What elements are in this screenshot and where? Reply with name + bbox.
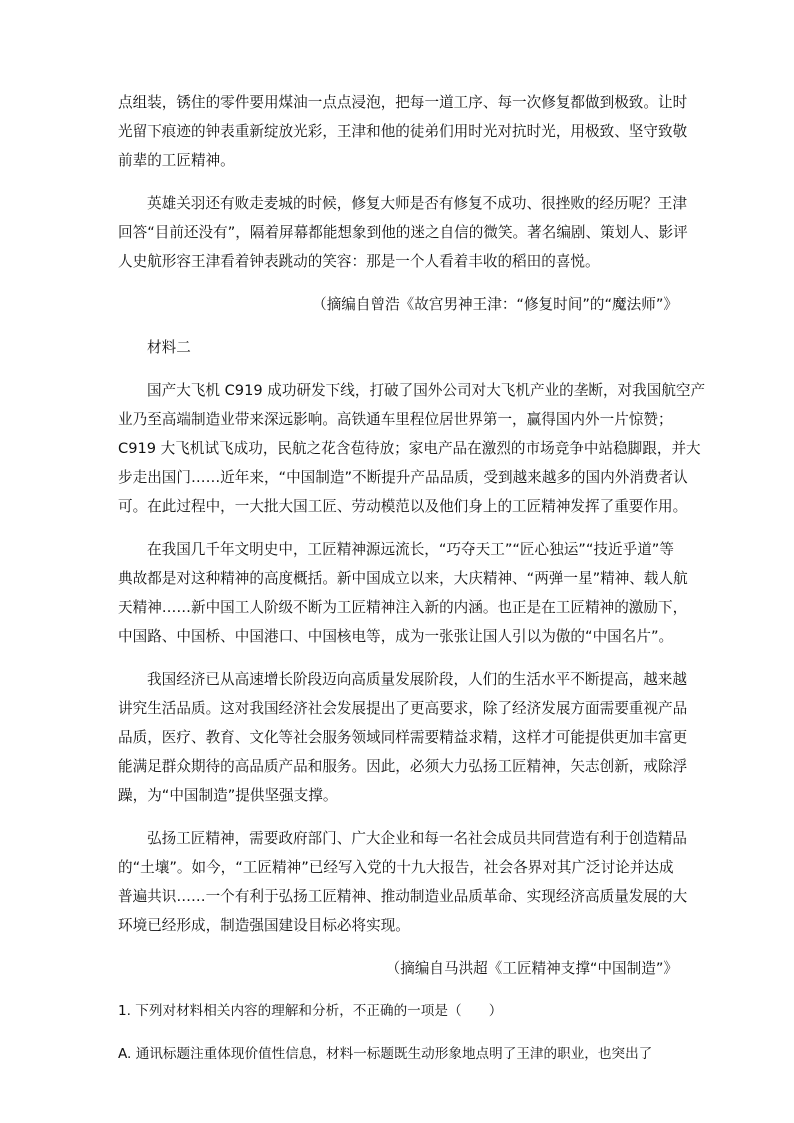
text-line: 典故都是对这种精神的高度概括。新中国成立以来，大庆精神、“两弹一星”精神、载人航 (118, 570, 688, 587)
text-line: 英雄关羽还有败走麦城的时候，修复大师是否有修复不成功、很挫败的经历呢？王津 (147, 195, 687, 212)
text-line: 可。在此过程中，一大批大国工匠、劳动模范以及他们身上的工匠精神发挥了重要作用。 (118, 498, 688, 515)
text-line: 业乃至高端制造业带来深远影响。高铁通车里程位居世界第一，赢得国内外一片惊赞； (118, 411, 673, 428)
paragraph-restoration-craft (118, 88, 688, 175)
option-a: A. 通讯标题注重体现价值性信息，材料一标题既生动形象地点明了王津的职业，也突出了 (118, 1046, 653, 1062)
text-line: 环境已经形成，制造强国建设目标必将实现。 (118, 917, 410, 934)
text-line: 弘扬工匠精神，需要政府部门、广大企业和每一名社会成员共同营造有利于创造精品 (147, 830, 687, 847)
text-line: 能满足群众期待的高品质产品和服务。因此，必须大力弘扬工匠精神，矢志创新，戒除浮 (118, 758, 688, 775)
paragraph-promote-spirit (118, 824, 688, 940)
paragraph-confidence (118, 189, 688, 276)
text-line: 前辈的工匠精神。 (118, 152, 235, 169)
text-line: 品质，医疗、教育、文化等社会服务领域同样需要精益求精，这样才可能提供更加丰富更 (118, 729, 688, 746)
text-line: 天精神……新中国工人阶级不断为工匠精神注入新的内涵。也正是在工匠精神的激励下， (118, 599, 688, 616)
material-2-heading: 材料二 (147, 339, 191, 356)
document-page (118, 88, 706, 1069)
text-line: 讲究生活品质。这对我国经济社会发展提出了更高要求，除了经济发展方面需要重视产品 (118, 700, 688, 717)
text-line: 在我国几千年文明史中，工匠精神源远流长，“巧夺天工”“匠心独运”“技近乎道”等 (147, 541, 674, 558)
text-line: 国产大飞机 C919 成功研发下线，打破了国外公司对大飞机产业的垄断，对我国航空产 (147, 382, 706, 399)
question-1: 1. 下列对材料相关内容的理解和分析，不正确的一项是（ ） (118, 1003, 503, 1019)
text-line: 普遍共识……一个有利于弘扬工匠精神、推动制造业品质革命、实现经济高质量发展的大 (118, 888, 688, 905)
text-line: 人史航形容王津看着钟表跳动的笑容：那是一个人看着丰收的稻田的喜悦。 (118, 253, 600, 270)
text-line: 光留下痕迹的钟表重新绽放光彩，王津和他的徒弟们用时光对抗时光，用极致、坚守致敬 (118, 123, 688, 140)
text-line: 回答“目前还没有”，隔着屏幕都能想象到他的迷之自信的微笑。著名编剧、策划人、影评 (118, 224, 688, 241)
text-line: 躁，为“中国制造”提供坚强支撑。 (118, 787, 338, 804)
source-citation-2: （摘编自马洪超《工匠精神支撑“中国制造”》 (385, 960, 678, 977)
text-line: 中国路、中国桥、中国港口、中国核电等，成为一张张让国人引以为傲的“中国名片”。 (118, 628, 674, 645)
paragraph-history (118, 535, 688, 651)
text-line: 点组装，锈住的零件要用煤油一点点浸泡，把每一道工序、每一次修复都做到极致。让时 (118, 94, 688, 111)
paragraph-economy (118, 665, 688, 810)
source-citation-1: （摘编自曾浩《故宫男神王津：“修复时间”的“魔法师”》 (312, 296, 678, 313)
text-line: C919 大飞机试飞成功，民航之花含苞待放；家电产品在激烈的市场竞争中站稳脚跟，并大 (118, 440, 701, 457)
text-line: 步走出国门……近年来，“中国制造”不断提升产品品质，受到越来越多的国内外消费者认 (118, 469, 688, 486)
paragraph-c919 (118, 376, 706, 521)
text-line: 的“土壤”。如今，“工匠精神”已经写入党的十九大报告，社会各界对其广泛讨论并达成 (118, 859, 674, 876)
text-line: 我国经济已从高速增长阶段迈向高质量发展阶段，人们的生活水平不断提高，越来越 (147, 671, 687, 688)
